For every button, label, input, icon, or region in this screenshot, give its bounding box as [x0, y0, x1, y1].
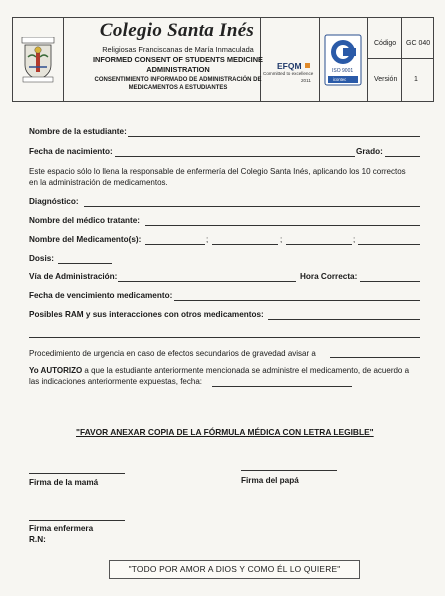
student-name-label: Nombre de la estudiante: [29, 127, 127, 136]
authorize-bold: Yo AUTORIZO [29, 366, 83, 375]
version-value: 1 [414, 76, 418, 83]
expiry-field[interactable] [174, 300, 420, 301]
time-label: Hora Correcta: [300, 272, 358, 281]
grade-label: Grado: [356, 147, 383, 156]
birth-date-label: Fecha de nacimiento: [29, 147, 113, 156]
nurse-signature-line[interactable] [29, 520, 125, 521]
iso-label: ISO 9001 [332, 68, 354, 74]
mother-signature-label: Firma de la mamá [29, 478, 99, 487]
adverse-reactions-field-1[interactable] [268, 319, 420, 320]
school-name: Colegio Santa Inés [99, 20, 255, 41]
doc-title-line2: ADMINISTRATION [146, 65, 210, 74]
efqm-year: 2011 [301, 78, 311, 83]
codigo-label: Código [374, 40, 397, 47]
birth-date-field[interactable] [115, 156, 355, 157]
time-field[interactable] [360, 281, 420, 282]
emergency-label: Procedimiento de urgencia en caso de efectos secundarios de gravedad avisar a [29, 349, 316, 358]
nurse-signature-label: Firma enfermera [29, 524, 94, 533]
route-label: Vía de Administración: [29, 272, 118, 281]
rn-label: R.N: [29, 535, 46, 544]
adverse-reactions-field-2[interactable] [29, 337, 420, 338]
mother-signature-line[interactable] [29, 473, 125, 474]
medication-field-2[interactable] [212, 244, 278, 245]
attach-prescription-notice: "FAVOR ANEXAR COPIA DE LA FÓRMULA MÉDICA CON LETRA LEGIBLE" [76, 427, 374, 437]
order-name: Religiosas Franciscanas de María Inmaculada [102, 45, 254, 54]
route-field[interactable] [118, 281, 296, 282]
diagnosis-field[interactable] [84, 206, 420, 207]
medication-field-3[interactable] [286, 244, 352, 245]
diagnosis-label: Diagnóstico: [29, 197, 79, 206]
doctor-field[interactable] [145, 225, 420, 226]
efqm-label: EFQM [277, 61, 302, 71]
efqm-logo [263, 61, 319, 91]
medication-label: Nombre del Medicamento(s): [29, 235, 142, 244]
codigo-value: GC 040 [406, 40, 431, 47]
motto-box [109, 560, 360, 579]
grade-field[interactable] [385, 156, 420, 157]
doctor-label: Nombre del médico tratante: [29, 216, 141, 225]
authorize-rest: a que la estudiante anteriormente mencionada se administre el medicamento, de acuerdo a [82, 366, 410, 375]
father-signature-label: Firma del papá [241, 476, 299, 485]
doc-subtitle-line1: CONSENTIMIENTO INFORMADO DE ADMINISTRACIÓN DE [94, 77, 262, 83]
medication-field-4[interactable] [358, 244, 420, 245]
doc-title-line1: INFORMED CONSENT OF STUDENTS MEDICINE [93, 55, 263, 64]
dose-label: Dosis: [29, 254, 55, 263]
authorize-date-field[interactable] [212, 386, 352, 387]
student-name-field[interactable] [128, 136, 420, 137]
intro-line1: Este espacio sólo lo llena la responsable de enfermería del Colegio Santa Inés, aplicando los 10 correctos [29, 167, 406, 176]
iso-logo [324, 34, 362, 86]
dose-field[interactable] [58, 263, 112, 264]
medication-field-1[interactable] [145, 244, 205, 245]
emergency-field[interactable] [330, 357, 420, 358]
authorize-line1 [29, 366, 409, 375]
authorize-line2: las indicaciones anteriormente expuestas, fecha: [29, 377, 202, 386]
school-crest-logo [19, 37, 57, 83]
doc-subtitle-line2: MEDICAMENTOS A ESTUDIANTES [128, 85, 228, 91]
version-label: Versión [374, 76, 398, 83]
intro-line2: en la administración de medicamentos. [29, 178, 168, 187]
father-signature-line[interactable] [241, 470, 337, 471]
efqm-square-icon [305, 63, 310, 68]
icontec-label: icontec [333, 77, 347, 82]
efqm-tagline: Committed to excellence [263, 71, 314, 76]
motto-text: "TODO POR AMOR A DIOS Y COMO ÉL LO QUIERE" [128, 564, 341, 574]
header-box [12, 17, 434, 102]
adverse-reactions-label: Posibles RAM y sus interacciones con otros medicamentos: [29, 310, 264, 319]
expiry-label: Fecha de vencimiento medicamento: [29, 291, 173, 300]
